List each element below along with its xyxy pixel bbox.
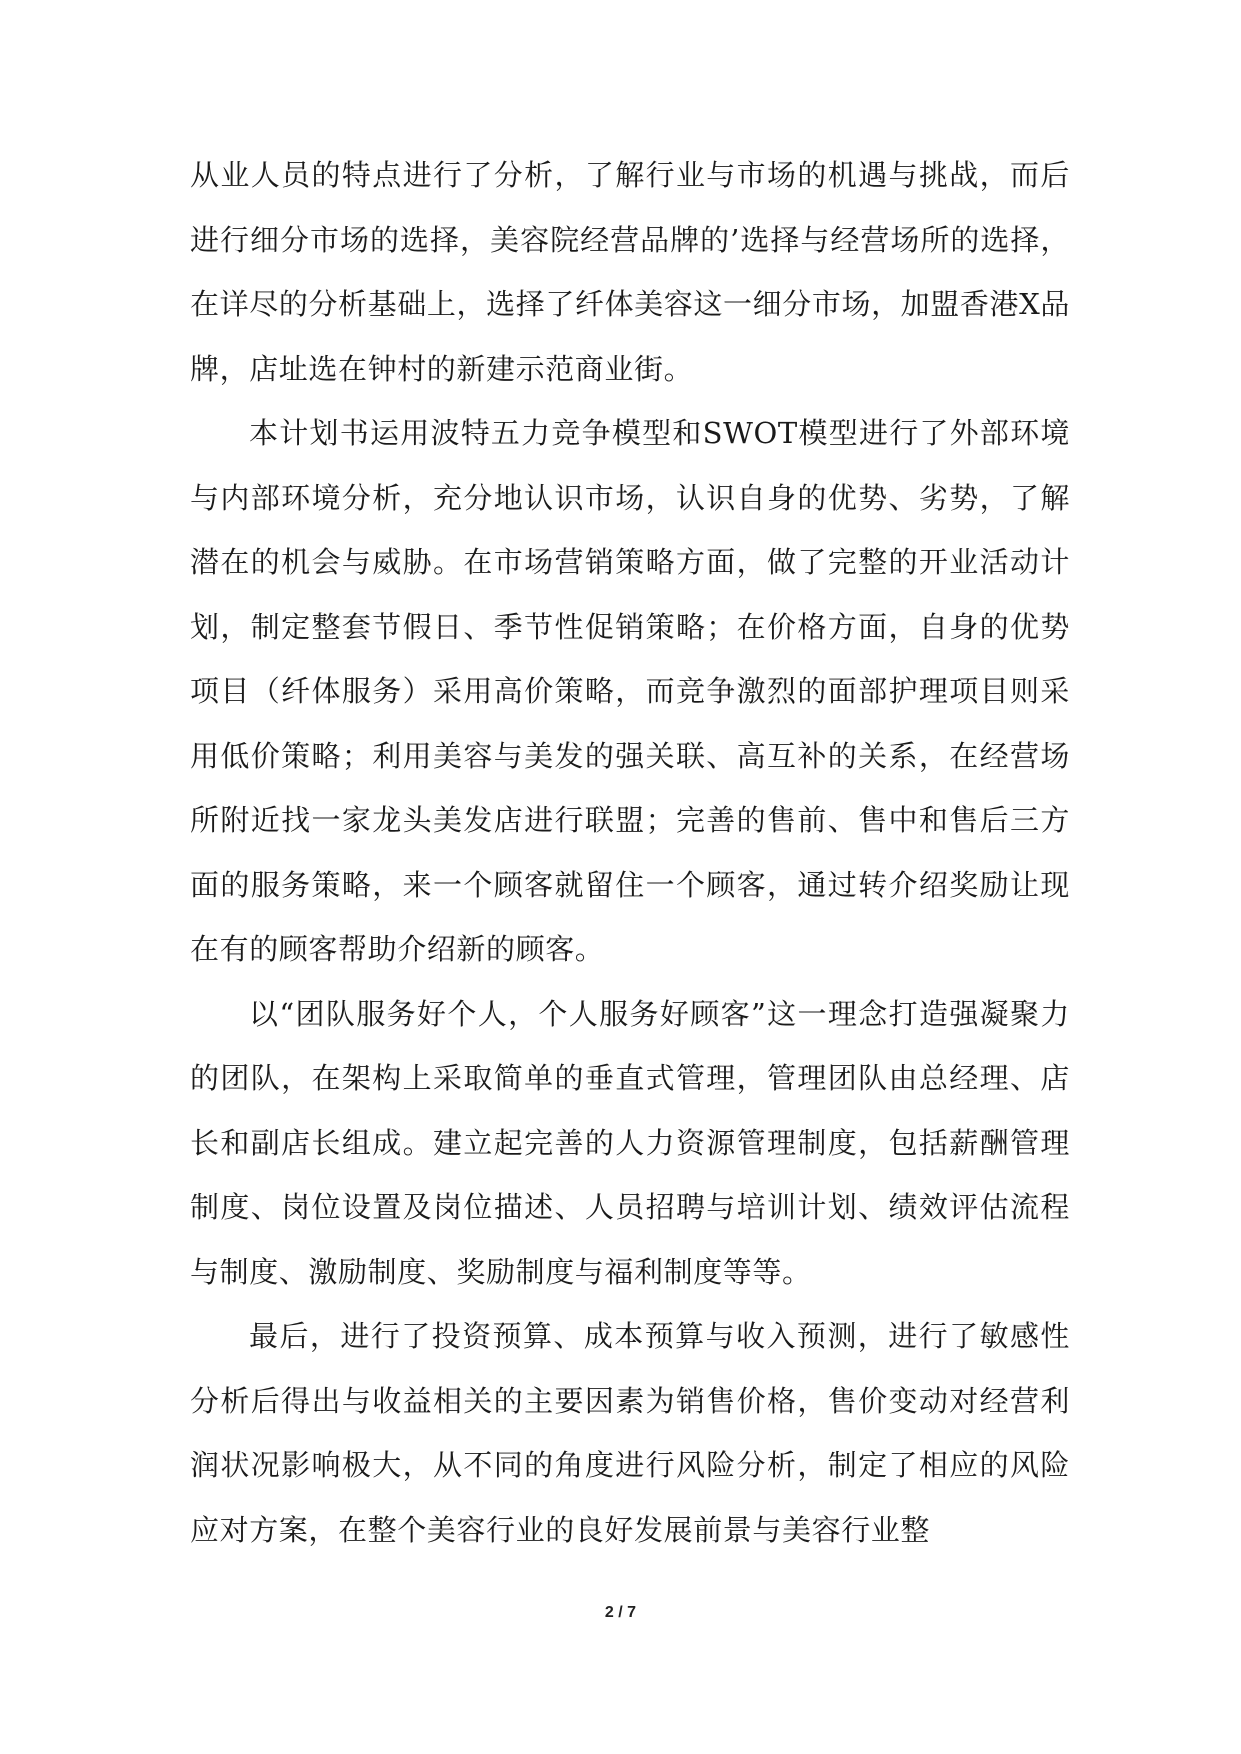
paragraph-3: 以“团队服务好个人，个人服务好顾客”这一理念打造强凝聚力的团队，在架构上采取简单的垂直式管理，管理团队由总经理、店长和副店长组成。建立起完善的人力资源管理制度，包括薪酬管理制度、岗位设置及岗位描述、人员招聘与培训计划、绩效评估流程与制度、激励制度、奖励制度与福利制度等等。 (190, 996, 1070, 1289)
paragraph-4: 最后，进行了投资预算、成本预算与收入预测，进行了敏感性分析后得出与收益相关的主要因素为销售价格，售价变动对经营利润状况影响极大，从不同的角度进行风险分析，制定了相应的风险应对方案，在整个美容行业的良好发展前景与美容行业整 (190, 1319, 1070, 1547)
page-number: 2 / 7 (604, 1604, 637, 1621)
document-body (190, 143, 1070, 1562)
paragraph-1: 从业人员的特点进行了分析，了解行业与市场的机遇与挑战，而后进行细分市场的选择，美容院经营品牌的’选择与经营场所的选择，在详尽的分析基础上，选择了纤体美容这一细分市场，加盟香港X品牌，店址选在钟村的新建示范商业街。 (190, 158, 1070, 386)
paragraph-2: 本计划书运用波特五力竞争模型和SWOT模型进行了外部环境与内部环境分析，充分地认识市场，认识自身的优势、劣势，了解潜在的机会与威胁。在市场营销策略方面，做了完整的开业活动计划，制定整套节假日、季节性促销策略；在价格方面，自身的优势项目（纤体服务）采用高价策略，而竞争激烈的面部护理项目则采用低价策略；利用美容与美发的强关联、高互补的关系，在经营场所附近找一家龙头美发店进行联盟；完善的售前、售中和售后三方面的服务策略，来一个顾客就留住一个顾客，通过转介绍奖励让现在有的顾客帮助介绍新的顾客。 (190, 416, 1070, 966)
